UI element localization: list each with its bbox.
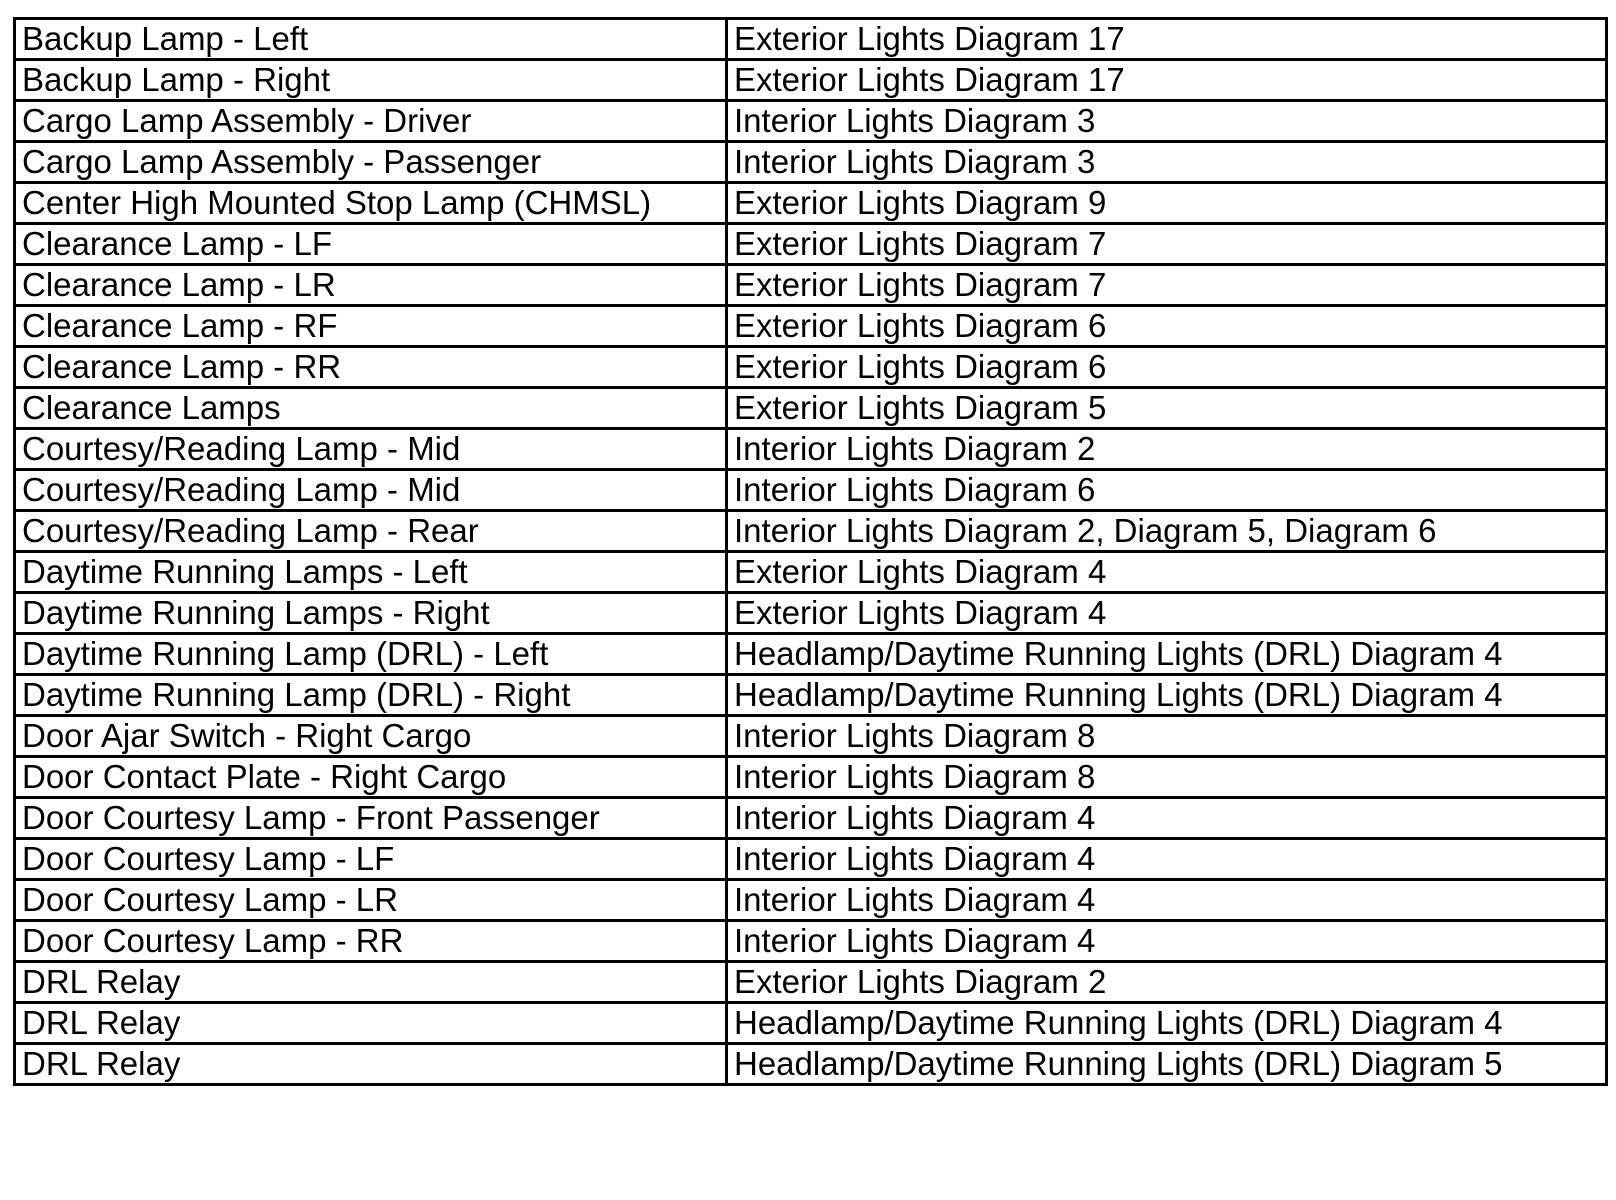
diagram-cell: Exterior Lights Diagram 9 [727,183,1607,224]
table-row [15,880,1607,921]
diagram-cell: Exterior Lights Diagram 2 [727,962,1607,1003]
diagram-cell: Interior Lights Diagram 3 [727,101,1607,142]
diagram-cell: Interior Lights Diagram 8 [727,716,1607,757]
diagram-cell: Interior Lights Diagram 2 [727,429,1607,470]
component-cell: Door Courtesy Lamp - LR [15,880,727,921]
table-row [15,757,1607,798]
diagram-cell: Interior Lights Diagram 4 [727,839,1607,880]
diagram-cell: Exterior Lights Diagram 7 [727,224,1607,265]
component-cell: Courtesy/Reading Lamp - Rear [15,511,727,552]
diagram-cell: Interior Lights Diagram 4 [727,880,1607,921]
table-row [15,142,1607,183]
table-row [15,265,1607,306]
table-row [15,101,1607,142]
component-cell: Courtesy/Reading Lamp - Mid [15,429,727,470]
table-row [15,60,1607,101]
component-cell: Clearance Lamp - RR [15,347,727,388]
table-row [15,593,1607,634]
component-cell: DRL Relay [15,962,727,1003]
table-row [15,19,1607,60]
component-cell: Door Courtesy Lamp - Front Passenger [15,798,727,839]
table-row [15,470,1607,511]
table-row [15,347,1607,388]
table-row [15,716,1607,757]
diagram-cell: Headlamp/Daytime Running Lights (DRL) Diagram 4 [727,675,1607,716]
diagram-cell: Interior Lights Diagram 2, Diagram 5, Diagram 6 [727,511,1607,552]
component-cell: Daytime Running Lamp (DRL) - Left [15,634,727,675]
diagram-cell: Exterior Lights Diagram 4 [727,552,1607,593]
component-cell: Daytime Running Lamps - Left [15,552,727,593]
component-cell: Door Ajar Switch - Right Cargo [15,716,727,757]
component-cell: Cargo Lamp Assembly - Driver [15,101,727,142]
diagram-cell: Interior Lights Diagram 4 [727,921,1607,962]
table-row [15,675,1607,716]
component-cell: Door Courtesy Lamp - RR [15,921,727,962]
table-row [15,552,1607,593]
table-body [15,19,1607,1085]
diagram-cell: Exterior Lights Diagram 17 [727,60,1607,101]
table-row [15,183,1607,224]
table-row [15,429,1607,470]
component-cell: Clearance Lamp - RF [15,306,727,347]
component-location-table [13,17,1608,1086]
table-row [15,1003,1607,1044]
table-row [15,798,1607,839]
diagram-cell: Exterior Lights Diagram 4 [727,593,1607,634]
diagram-cell: Exterior Lights Diagram 6 [727,306,1607,347]
table-row [15,388,1607,429]
diagram-cell: Exterior Lights Diagram 6 [727,347,1607,388]
component-cell: Cargo Lamp Assembly - Passenger [15,142,727,183]
diagram-cell: Exterior Lights Diagram 7 [727,265,1607,306]
diagram-cell: Interior Lights Diagram 3 [727,142,1607,183]
diagram-cell: Interior Lights Diagram 6 [727,470,1607,511]
component-cell: Backup Lamp - Left [15,19,727,60]
diagram-cell: Exterior Lights Diagram 5 [727,388,1607,429]
component-cell: Backup Lamp - Right [15,60,727,101]
table-row [15,1044,1607,1085]
component-cell: DRL Relay [15,1003,727,1044]
diagram-cell: Exterior Lights Diagram 17 [727,19,1607,60]
component-cell: Door Courtesy Lamp - LF [15,839,727,880]
table-row [15,962,1607,1003]
table-row [15,839,1607,880]
table-row [15,306,1607,347]
diagram-cell: Headlamp/Daytime Running Lights (DRL) Diagram 4 [727,1003,1607,1044]
component-cell: DRL Relay [15,1044,727,1085]
component-cell: Daytime Running Lamps - Right [15,593,727,634]
component-cell: Clearance Lamp - LF [15,224,727,265]
diagram-cell: Interior Lights Diagram 4 [727,798,1607,839]
component-cell: Center High Mounted Stop Lamp (CHMSL) [15,183,727,224]
table-row [15,511,1607,552]
table-row [15,634,1607,675]
diagram-cell: Interior Lights Diagram 8 [727,757,1607,798]
component-cell: Clearance Lamp - LR [15,265,727,306]
component-cell: Clearance Lamps [15,388,727,429]
component-cell: Daytime Running Lamp (DRL) - Right [15,675,727,716]
diagram-cell: Headlamp/Daytime Running Lights (DRL) Diagram 5 [727,1044,1607,1085]
component-cell: Door Contact Plate - Right Cargo [15,757,727,798]
table-row [15,921,1607,962]
table-row [15,224,1607,265]
component-cell: Courtesy/Reading Lamp - Mid [15,470,727,511]
diagram-cell: Headlamp/Daytime Running Lights (DRL) Diagram 4 [727,634,1607,675]
